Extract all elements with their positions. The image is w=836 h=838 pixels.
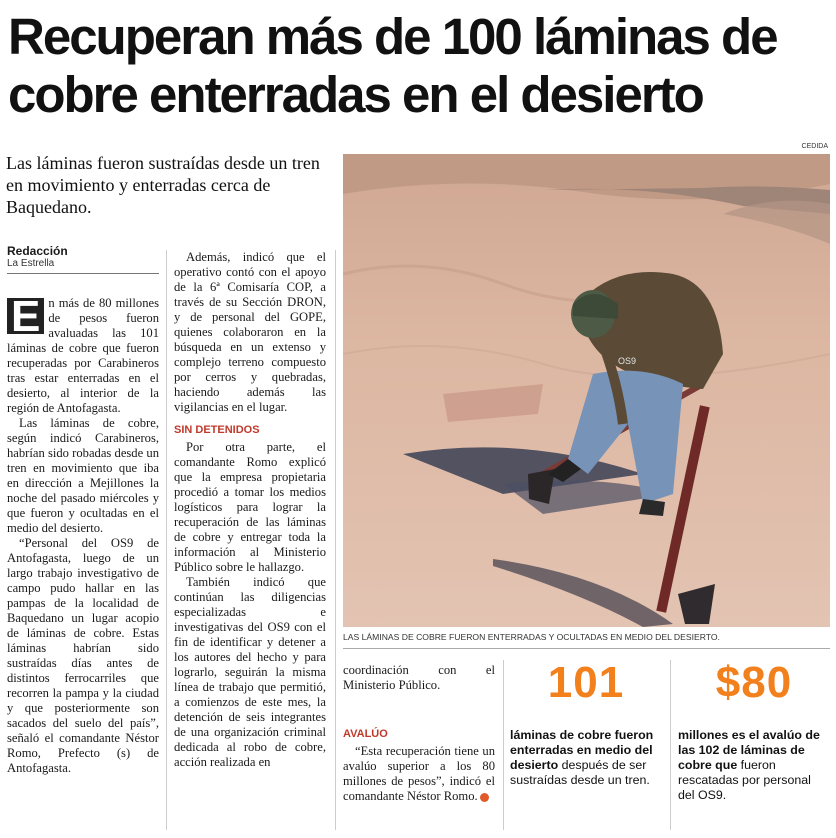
body-column-3	[343, 663, 499, 804]
stat-description-rest: fueron rescatadas por personal del OS9.	[678, 758, 811, 802]
end-of-article-icon: ●	[480, 793, 489, 802]
vest-label: OS9	[618, 356, 637, 366]
column-divider	[670, 660, 671, 830]
photo-credit: CEDIDA	[801, 143, 828, 150]
caption-divider	[343, 648, 830, 649]
stat-description-bold: láminas de cobre fueron enterradas en medio del desierto	[510, 728, 654, 772]
byline	[7, 244, 159, 274]
stat-box-101	[510, 658, 662, 788]
lead-paragraph-text: n más de 80 millones de pesos fueron avaluadas las 101 láminas de cobre que fueron recuperadas por Carabineros tras estar enterradas en el desierto, al interior de la región de Antofagasta.	[7, 296, 159, 415]
body-column-1	[7, 292, 159, 776]
column-divider	[503, 660, 504, 830]
closing-paragraph-text: “Esta recuperación tiene un avalúo superior a los 80 millones de pesos”, indicó el comandante Néstor Romo.	[343, 744, 495, 803]
stat-description	[510, 728, 662, 788]
body-paragraph: coordinación con el Ministerio Público.	[343, 663, 495, 692]
headline: Recuperan más de 100 láminas de cobre enterradas en el desierto	[8, 8, 777, 123]
stat-description	[678, 728, 830, 803]
stat-box-80	[678, 658, 830, 803]
body-paragraph	[343, 744, 499, 804]
column-divider	[335, 250, 336, 830]
body-column-2	[174, 250, 326, 770]
body-paragraph: “Personal del OS9 de Antofagasta, luego de un largo trabajo investigativo de campo pudo hallar en las pampas de la localidad de Baquedano un lugar acopio de láminas de cobre. Estas láminas habrían sido sustraídas días antes de distintos ferrocarriles que recorren la pampa y la ciudad y que posteriormente son sacados del suelo del país”, señaló el comandante Néstor Romo, Prefecto (s) de Antofagasta.	[7, 536, 159, 775]
column-divider	[166, 250, 167, 830]
stat-description-bold: millones es el avalúo de las 102 de láminas de cobre que	[678, 728, 820, 772]
stat-number: $80	[715, 658, 793, 707]
body-paragraph: Las láminas de cobre, según indicó Carabineros, habrían sido robadas desde un tren en movimiento que iba en dirección a Mejillones la noche del pasado miércoles y que fueron y ocultadas en el medio del desierto.	[7, 416, 159, 535]
subhead-sin-detenidos: SIN DETENIDOS	[174, 424, 260, 436]
photo-caption: LAS LÁMINAS DE COBRE FUERON ENTERRADAS Y OCULTADAS EN MEDIO DEL DESIERTO.	[343, 632, 720, 642]
stat-number: 101	[547, 658, 625, 707]
byline-outlet: La Estrella	[7, 258, 55, 269]
lead-paragraph	[7, 292, 159, 416]
desert-photo	[343, 154, 830, 627]
body-paragraph: Por otra parte, el comandante Romo explicó que la empresa propietaria procedió a tomar los medios logísticos para lograr la recuperación de las láminas de cobre y entregar toda la información al Ministerio Público sobre le hallazgo.	[174, 440, 326, 574]
byline-author: Redacción	[7, 244, 68, 258]
drop-cap: E	[7, 298, 44, 334]
body-paragraph: También indicó que continúan las diligencias especializadas e investigativas del OS9 con el fin de identificar y detener a los autores del hecho y para lograrlo, seguirán la misma línea de trabajo que permitió, a comienzos de este mes, la detención de seis integrantes de una organización criminal dedicada al robo de cobre, acción realizada en	[174, 575, 326, 769]
subhead-avaluo: AVALÚO	[343, 728, 388, 740]
deck-subtitle: Las láminas fueron sustraídas desde un tren en movimiento y enterradas cerca de Baquedano.	[6, 153, 320, 217]
stat-description-rest: después de ser sustraídas desde un tren.	[510, 758, 650, 787]
body-paragraph: Además, indicó que el operativo contó con el apoyo de la 6ª Comisaría COP, a través de su Sección DRON, y de personal del GOPE, quienes colaboraron en la búsqueda en un extenso y complejo terreno compuesto por cerros y quebradas, haciendo además las vigilancias en el lugar.	[174, 250, 326, 414]
